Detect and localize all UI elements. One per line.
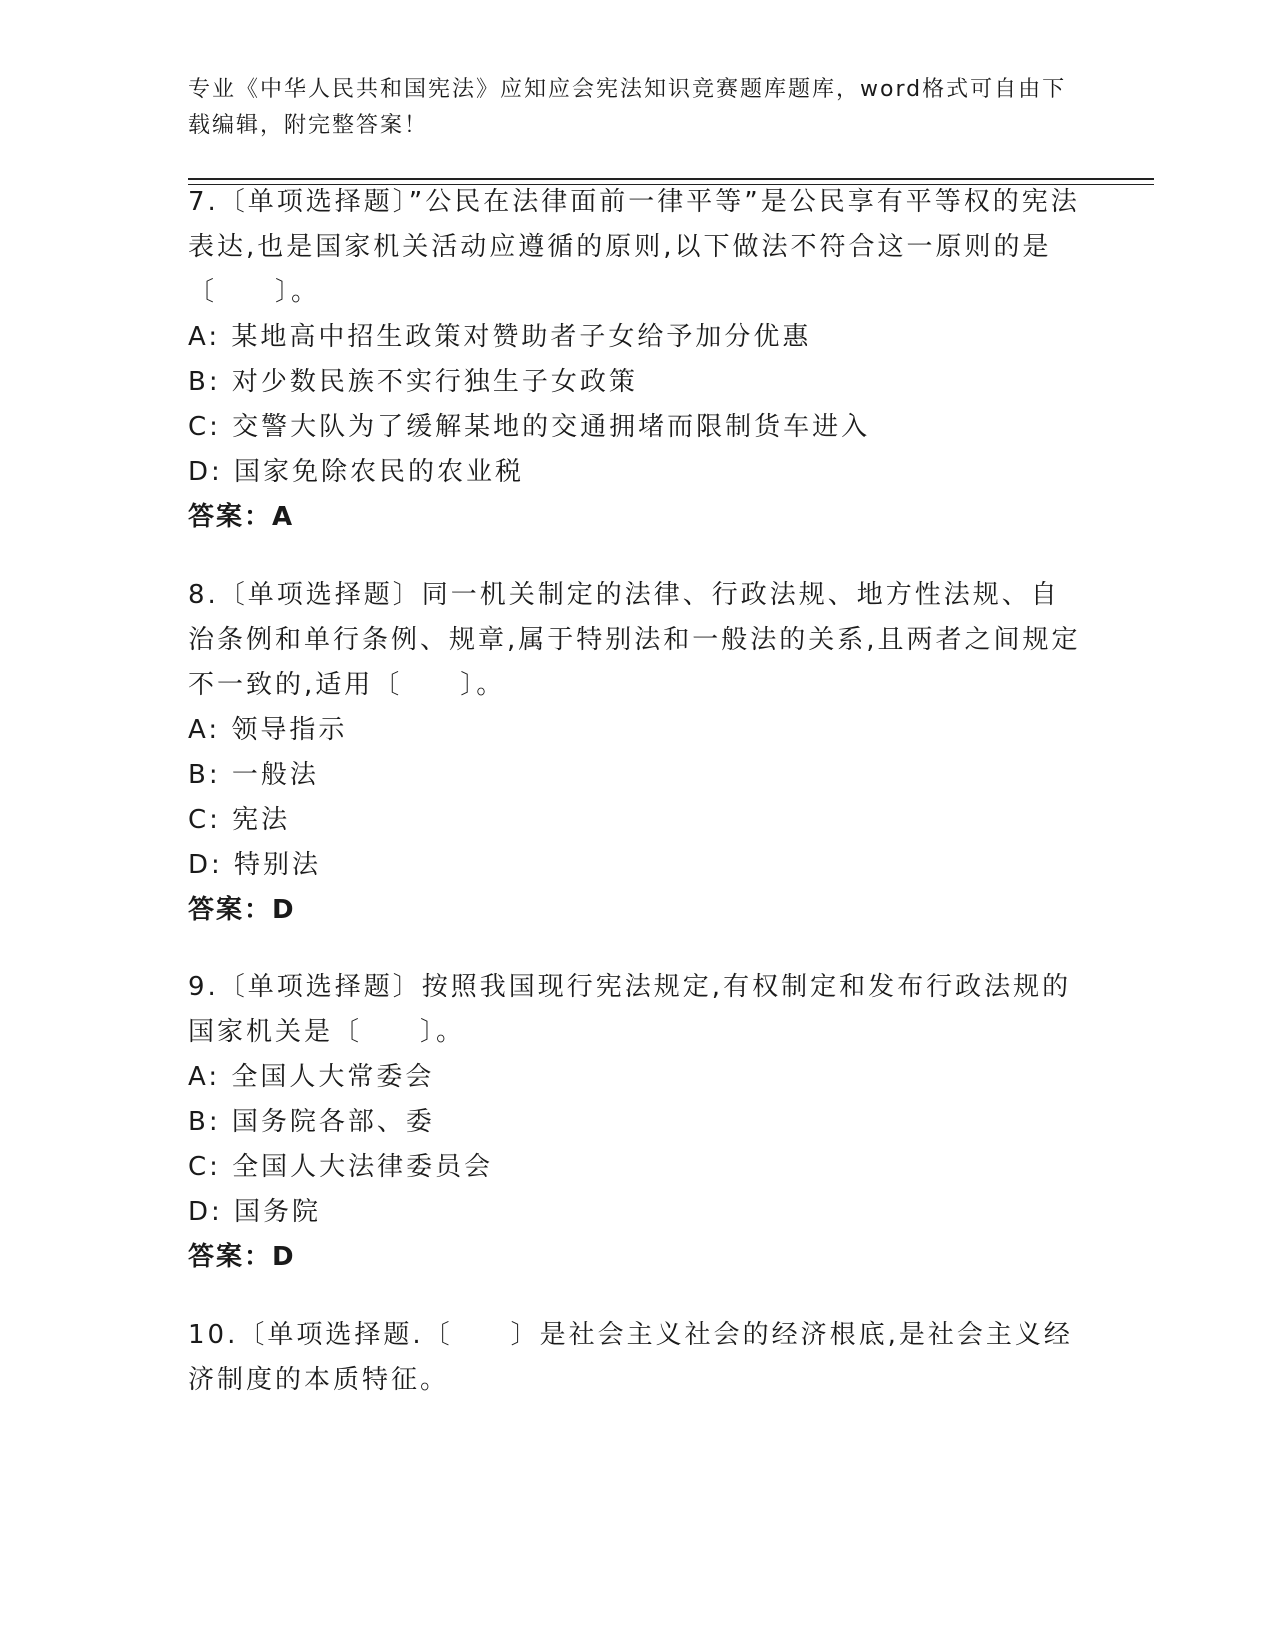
question-8 bbox=[188, 573, 1088, 933]
answer-line: 答案：D bbox=[188, 895, 296, 925]
question-stem: 8.〔单项选择题〕同一机关制定的法律、行政法规、地方性法规、自治条例和单行条例、规章,属于特别法和一般法的关系,且两者之间规定不一致的,适用〔 〕。 bbox=[188, 580, 1081, 700]
question-stem: 10.〔单项选择题.〔 〕是社会主义社会的经济根底,是社会主义经济制度的本质特征。 bbox=[188, 1320, 1073, 1395]
question-7 bbox=[188, 180, 1088, 540]
question-stem: 9.〔单项选择题〕按照我国现行宪法规定,有权制定和发布行政法规的国家机关是〔 〕。 bbox=[188, 972, 1072, 1047]
option-c: C: 交警大队为了缓解某地的交通拥堵而限制货车进入 bbox=[188, 412, 871, 442]
question-9 bbox=[188, 965, 1088, 1280]
option-b: B: 国务院各部、委 bbox=[188, 1107, 435, 1137]
option-b: B: 一般法 bbox=[188, 760, 319, 790]
option-d: D: 特别法 bbox=[188, 850, 322, 880]
option-d: D: 国家免除农民的农业税 bbox=[188, 457, 525, 487]
option-c: C: 全国人大法律委员会 bbox=[188, 1152, 494, 1182]
option-a: A: 全国人大常委会 bbox=[188, 1062, 435, 1092]
question-10 bbox=[188, 1313, 1088, 1403]
option-d: D: 国务院 bbox=[188, 1197, 322, 1227]
answer-line: 答案：A bbox=[188, 502, 295, 532]
answer-line: 答案：D bbox=[188, 1242, 296, 1272]
option-a: A: 某地高中招生政策对赞助者子女给予加分优惠 bbox=[188, 322, 812, 352]
question-stem: 7.〔单项选择题〕”公民在法律面前一律平等”是公民享有平等权的宪法表达,也是国家机关活动应遵循的原则,以下做法不符合这一原则的是〔 〕。 bbox=[188, 187, 1080, 307]
option-c: C: 宪法 bbox=[188, 805, 291, 835]
option-a: A: 领导指示 bbox=[188, 715, 348, 745]
document-header: 专业《中华人民共和国宪法》应知应会宪法知识竞赛题库题库，word格式可自由下载编辑，附完整答案！ bbox=[188, 77, 1067, 138]
option-b: B: 对少数民族不实行独生子女政策 bbox=[188, 367, 638, 397]
